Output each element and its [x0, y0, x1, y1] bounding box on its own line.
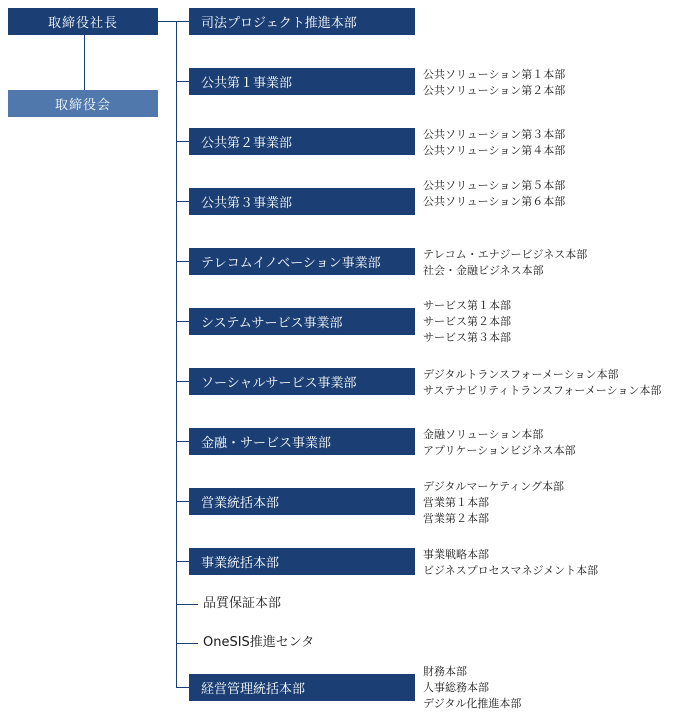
division-box [189, 674, 415, 701]
sub-unit: 人事総務本部 [423, 681, 489, 694]
sub-unit: サービス第１本部 [423, 299, 511, 312]
division-label: 金融・サービス事業部 [201, 436, 332, 451]
sub-unit: デジタル化推進本部 [423, 697, 522, 710]
sub-unit: 事業戦略本部 [423, 548, 489, 561]
sub-unit: 公共ソリューション第３本部 [423, 128, 566, 141]
sub-unit: 公共ソリューション第４本部 [423, 144, 566, 157]
sub-unit: 社会・金融ビジネス本部 [423, 264, 544, 277]
plain-unit-onesis: OneSIS推進センタ [203, 635, 315, 650]
sub-unit: サービス第２本部 [423, 315, 511, 328]
sub-unit-list [423, 178, 565, 210]
sub-unit-list [423, 367, 661, 399]
branch-line [176, 643, 198, 644]
division-label: 公共第２事業部 [201, 136, 293, 151]
branch-line [176, 21, 189, 22]
sub-unit: テレコム・エナジービジネス本部 [423, 248, 588, 261]
sub-unit: 金融ソリューション本部 [423, 428, 544, 441]
sub-unit: 公共ソリューション第１本部 [423, 68, 566, 81]
sub-unit: アプリケーションビジネス本部 [423, 444, 576, 457]
sub-unit-list [423, 479, 564, 527]
sub-unit: デジタルマーケティング本部 [423, 480, 565, 493]
division-box [189, 128, 415, 155]
connector-president-board [84, 35, 85, 90]
division-label: 公共第１事業部 [201, 76, 293, 91]
sub-unit: デジタルトランスフォーメーション本部 [423, 368, 619, 381]
sub-unit: 公共ソリューション第２本部 [423, 84, 566, 97]
division-label: 営業統括本部 [201, 496, 280, 511]
sub-unit-list [423, 664, 521, 712]
branch-line [176, 321, 189, 322]
sub-unit: 公共ソリューション第５本部 [423, 179, 566, 192]
branch-line [176, 561, 189, 562]
division-box [189, 488, 415, 515]
president-box [8, 8, 158, 35]
board-label: 取締役会 [54, 98, 111, 113]
division-box [189, 548, 415, 575]
sub-unit-list [423, 67, 565, 99]
division-label: 司法プロジェクト推進本部 [201, 16, 357, 31]
division-label: 公共第３事業部 [201, 196, 293, 211]
sub-unit: サステナビリティトランスフォーメーション本部 [423, 384, 662, 397]
sub-unit: 公共ソリューション第６本部 [423, 195, 566, 208]
sub-unit: サービス第３本部 [423, 331, 511, 344]
branch-line [176, 201, 189, 202]
president-label: 取締役社長 [47, 16, 118, 31]
branch-line [176, 687, 189, 688]
plain-unit-quality: 品質保証本部 [203, 596, 282, 611]
sub-unit-list [423, 247, 587, 279]
board-box [8, 90, 158, 117]
division-box [189, 308, 415, 335]
sub-unit: ビジネスプロセスマネジメント本部 [423, 564, 599, 577]
branch-line [176, 501, 189, 502]
connector-trunk [176, 21, 177, 687]
division-box [189, 368, 415, 395]
branch-line [176, 261, 189, 262]
division-box [189, 68, 415, 95]
sub-unit-list [423, 127, 565, 159]
division-label: ソーシャルサービス事業部 [201, 376, 357, 391]
branch-line [176, 604, 198, 605]
sub-unit-list [423, 298, 511, 346]
division-box [189, 428, 415, 455]
division-box [189, 8, 415, 35]
division-label: システムサービス事業部 [201, 316, 343, 331]
division-label: 事業統括本部 [201, 556, 280, 571]
sub-unit-list [423, 427, 576, 459]
sub-unit: 財務本部 [423, 665, 467, 678]
division-box [189, 248, 415, 275]
sub-unit: 営業第２本部 [423, 512, 489, 525]
sub-unit-list [423, 547, 598, 579]
connector-president-to-tree [158, 21, 177, 22]
division-label: テレコムイノベーション事業部 [201, 256, 381, 271]
branch-line [176, 141, 189, 142]
branch-line [176, 81, 189, 82]
branch-line [176, 441, 189, 442]
branch-line [176, 381, 189, 382]
sub-unit: 営業第１本部 [423, 496, 489, 509]
division-box [189, 188, 415, 215]
division-label: 経営管理統括本部 [201, 682, 306, 697]
